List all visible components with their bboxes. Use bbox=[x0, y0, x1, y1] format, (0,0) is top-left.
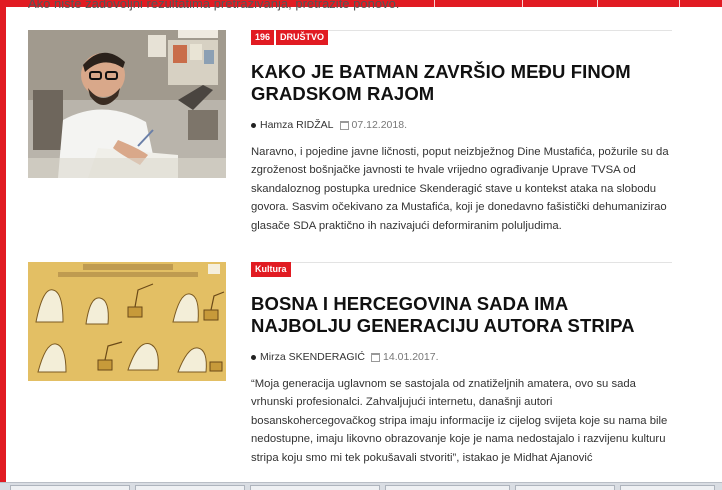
article-meta bbox=[251, 351, 438, 363]
taskbar-item[interactable] bbox=[620, 485, 715, 490]
tag-badge[interactable]: DRUŠTVO bbox=[276, 30, 328, 45]
article-thumbnail-comic-strip[interactable] bbox=[28, 262, 226, 381]
article-title[interactable]: BOSNA I HERCEGOVINA SADA IMA NAJBOLJU GENERACIJU AUTORA STRIPA bbox=[251, 293, 635, 336]
author-dot-icon bbox=[251, 355, 256, 360]
article-card bbox=[28, 262, 672, 482]
taskbar-item[interactable] bbox=[250, 485, 380, 490]
article-author[interactable]: Mirza SKENDERAGIĆ bbox=[260, 351, 366, 363]
taskbar-item[interactable] bbox=[10, 485, 130, 490]
tag-badge[interactable]: Kultura bbox=[251, 262, 291, 277]
tag-badge[interactable]: 196 bbox=[251, 30, 274, 45]
article-author[interactable]: Hamza RIDŽAL bbox=[260, 119, 334, 131]
divider bbox=[251, 262, 672, 263]
article-excerpt: “Moja generacija uglavnom se sastojala od znatiželjnih amatera, ovo su sada vrhunski profesionalci. Zahvaljujući internetu, današnji autori bosanskohercegovačkog stripa imaju informacije iz cijelog svijeta koje su nama bile nedostupne, imaju likovno obrazovanje koje je nama nedostajalo i razvijenu kulturu stripa koju smo mi tek pokušavali stvoriti”, istakao je Midhat Ajanović bbox=[251, 378, 668, 464]
article-excerpt: Naravno, i pojedine javne ličnosti, poput neizbježnog Dine Mustafića, požurile su da zgroženost bošnjačke javnosti te hvale vrijedno ograđivanje Uprave TVSA od skandaloznog postupka urednice Skenderagić stave u kontekst ataka na slobodu govora. Sasvim očekivano za Mustafića, koji je donedavno fašistički dehumanizirao glasače SDA praktično ih nazivajući deformiranim poluljudima. bbox=[251, 146, 669, 232]
calendar-icon bbox=[340, 121, 349, 130]
taskbar-item[interactable] bbox=[385, 485, 510, 490]
article-title[interactable]: KAKO JE BATMAN ZAVRŠIO MEĐU FINOM GRADSKOM RAJOM bbox=[251, 61, 631, 104]
article-tags bbox=[251, 262, 291, 277]
calendar-icon bbox=[371, 353, 380, 362]
left-red-bar bbox=[0, 0, 6, 482]
taskbar-item[interactable] bbox=[515, 485, 615, 490]
os-taskbar bbox=[0, 482, 722, 490]
search-notice: Ako niste zadovoljni rezultatima pretraživanja, pretražite ponovo. bbox=[28, 0, 400, 11]
article-card bbox=[28, 30, 672, 235]
article-date: 14.01.2017. bbox=[383, 351, 439, 363]
article-tags bbox=[251, 30, 328, 45]
article-thumbnail-man-drawing[interactable] bbox=[28, 30, 226, 178]
taskbar-item[interactable] bbox=[135, 485, 245, 490]
article-meta bbox=[251, 119, 407, 131]
article-date: 07.12.2018. bbox=[351, 119, 407, 131]
author-dot-icon bbox=[251, 123, 256, 128]
